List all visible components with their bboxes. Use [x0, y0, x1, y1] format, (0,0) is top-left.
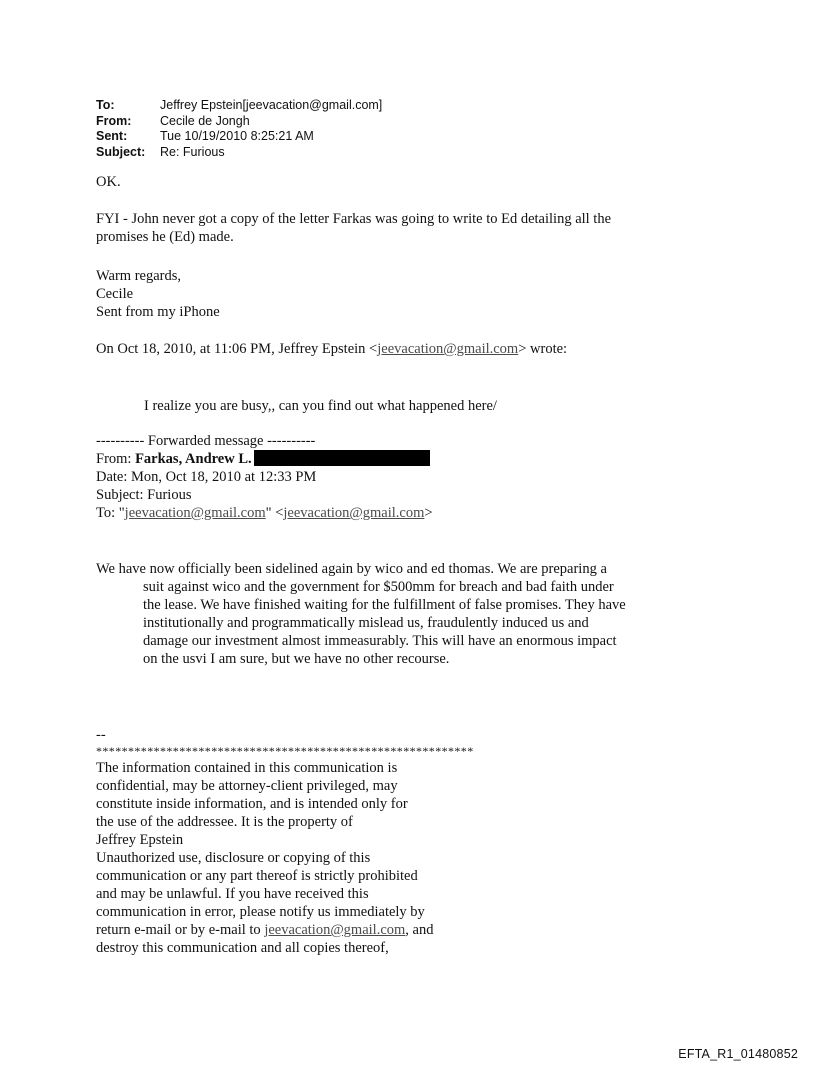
- quote-intro-suffix: > wrote:: [518, 341, 568, 357]
- signature-stars: ***********************************************************: [96, 744, 474, 758]
- to-value: Jeffrey Epstein[jeevacation@gmail.com]: [160, 98, 383, 112]
- header-sent-row: [96, 129, 382, 145]
- header-from-row: [96, 114, 382, 130]
- disclaimer-line-2: confidential, may be attorney-client privileged, may: [96, 778, 398, 794]
- body-line-3: the lease. We have finished waiting for the fulfillment of false promises. They have: [143, 597, 626, 613]
- sent-from-text: Sent from my iPhone: [96, 304, 220, 320]
- forwarded-from-name: Farkas, Andrew L.: [135, 451, 252, 467]
- redaction-bar: [254, 450, 430, 466]
- disclaimer-line-1: The information contained in this communication is: [96, 760, 398, 776]
- quote-intro-prefix: On Oct 18, 2010, at 11:06 PM, Jeffrey Epstein <: [96, 341, 378, 357]
- return-suffix: , and: [405, 922, 434, 938]
- forwarded-body: [96, 560, 626, 668]
- forwarded-from: [96, 450, 433, 468]
- email-header: [96, 98, 382, 160]
- disclaimer-line-5: Jeffrey Epstein: [96, 832, 184, 848]
- reply-signoff: [96, 267, 220, 321]
- body-line-1: We have now officially been sidelined again by wico and ed thomas. We are preparing a: [96, 561, 607, 577]
- forwarded-date: Date: Mon, Oct 18, 2010 at 12:33 PM: [96, 469, 317, 485]
- quoted-line: I realize you are busy,, can you find out what happened here/: [144, 398, 497, 414]
- body-line-2: suit against wico and the government for $500mm for breach and bad faith under: [143, 579, 614, 595]
- from-value: Cecile de Jongh: [160, 113, 250, 128]
- sender-name: Cecile: [96, 286, 134, 302]
- body-line-6: on the usvi I am sure, but we have no other recourse.: [143, 651, 450, 667]
- header-to-row: [96, 98, 382, 114]
- reply-fyi: [96, 210, 611, 246]
- disclaimer-line-11: destroy this communication and all copies thereof,: [96, 940, 389, 956]
- body-line-4: institutionally and programmatically mislead us, fraudulently induced us and: [143, 615, 589, 631]
- forwarded-to-mid: " <: [265, 505, 284, 521]
- forwarded-subject: Subject: Furious: [96, 487, 192, 503]
- body-line-5: damage our investment almost immeasurably. This will have an enormous impact: [143, 633, 617, 649]
- disclaimer-line-9: communication in error, please notify us immediately by: [96, 904, 425, 920]
- forwarded-block: [96, 432, 433, 522]
- disclaimer-line-6: Unauthorized use, disclosure or copying of this: [96, 850, 371, 866]
- forwarded-title: ---------- Forwarded message ----------: [96, 433, 316, 449]
- document-id-footer: EFTA_R1_01480852: [678, 1047, 798, 1061]
- reply-ok: OK.: [96, 174, 121, 190]
- disclaimer-line-3: constitute inside information, and is intended only for: [96, 796, 408, 812]
- disclaimer-line-7: communication or any part thereof is strictly prohibited: [96, 868, 418, 884]
- from-label: From:: [96, 113, 132, 128]
- forwarded-to: [96, 504, 433, 522]
- disclaimer-email-link[interactable]: jeevacation@gmail.com: [264, 922, 406, 938]
- disclaimer-line-10: [96, 921, 474, 939]
- header-subject-row: [96, 145, 382, 161]
- forwarded-to-prefix: To: ": [96, 505, 125, 521]
- subject-label: Subject:: [96, 144, 146, 159]
- disclaimer-line-4: the use of the addressee. It is the property of: [96, 814, 353, 830]
- forwarded-from-prefix: From:: [96, 451, 136, 467]
- quote-intro: [96, 340, 567, 358]
- disclaimer-line-8: and may be unlawful. If you have received this: [96, 886, 369, 902]
- forwarded-to-suffix: >: [424, 505, 433, 521]
- subject-value: Re: Furious: [160, 144, 225, 159]
- forwarded-to-email-link-1[interactable]: jeevacation@gmail.com: [124, 505, 266, 521]
- return-prefix: return e-mail or by e-mail to: [96, 922, 265, 938]
- signature-dashes: --: [96, 727, 106, 743]
- forwarded-to-email-link-2[interactable]: jeevacation@gmail.com: [283, 505, 425, 521]
- regards-text: Warm regards,: [96, 268, 181, 284]
- fyi-line-2: promises he (Ed) made.: [96, 229, 234, 245]
- fyi-line-1: FYI - John never got a copy of the letter Farkas was going to write to Ed detailing all the: [96, 211, 612, 227]
- quote-intro-email-link[interactable]: jeevacation@gmail.com: [377, 341, 519, 357]
- to-label: To:: [96, 98, 115, 112]
- sent-value: Tue 10/19/2010 8:25:21 AM: [160, 129, 314, 143]
- sent-label: Sent:: [96, 129, 128, 143]
- signature-block: [96, 726, 474, 957]
